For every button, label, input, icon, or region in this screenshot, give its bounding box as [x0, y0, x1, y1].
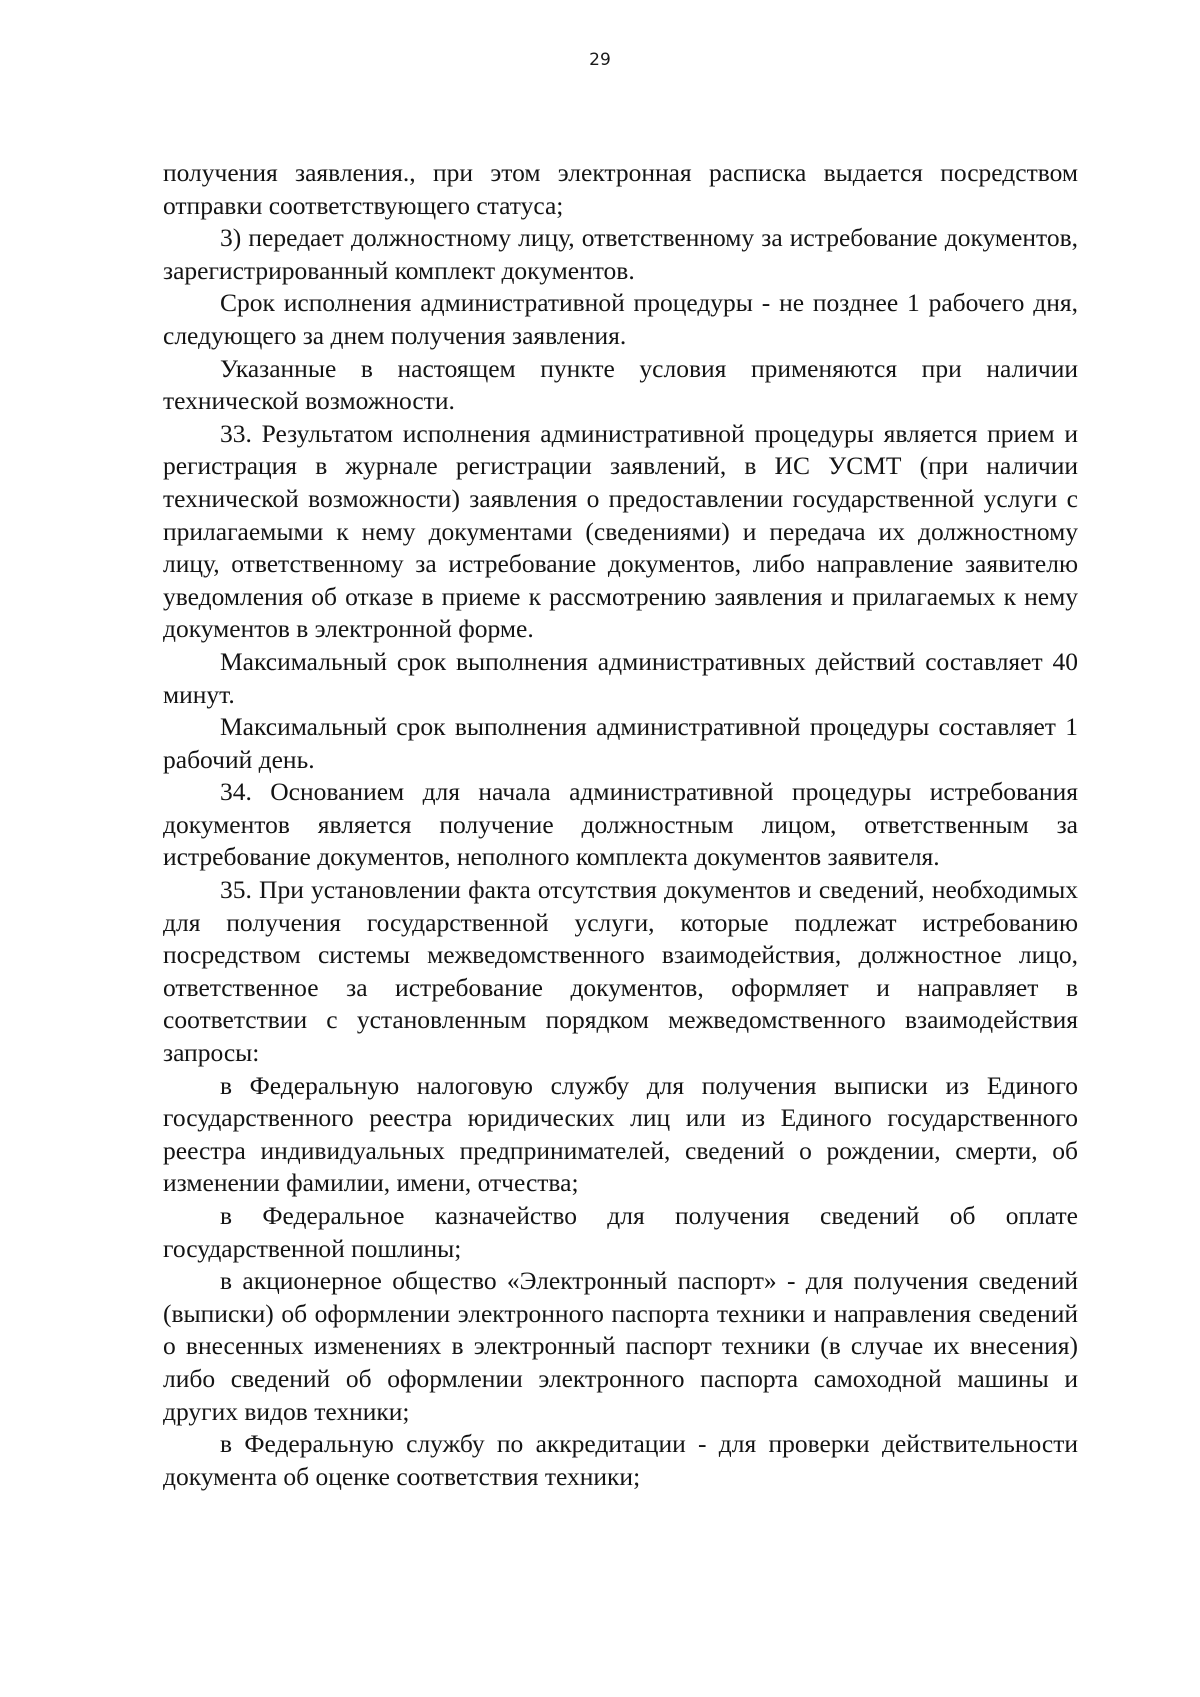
paragraph-deadline: Срок исполнения административной процедуры - не позднее 1 рабочего дня, следующего за днем получения заявления. — [163, 288, 1078, 350]
paragraph-clause-33: 33. Результатом исполнения административной процедуры является прием и регистрация в журнале регистрации заявлений, в ИС УСМТ (при наличии технической возможности) заявления о предоставлении государственной услуги с прилагаемыми к нему документами (сведениями) и передача их должностному лицу, ответственному за истребование документов, либо направление заявителю уведомления об отказе в приеме к рассмотрению заявления и прилагаемых к нему документов в электронной форме. — [163, 418, 1078, 644]
paragraph-technical-conditions: Указанные в настоящем пункте условия применяются при наличии технической возможности. — [163, 353, 1078, 416]
paragraph-accreditation: в Федеральную службу по аккредитации - для проверки действительности документа об оценке соответствия техники; — [163, 1429, 1078, 1491]
paragraph-treasury: в Федеральное казначейство для получения сведений об оплате государственной пошлины; — [163, 1201, 1078, 1263]
paragraph-tax-service: в Федеральную налоговую службу для получения выписки из Единого государственного реестра юридических лиц или из Единого государственного реестра индивидуальных предпринимателей, сведений о рождении, смерти, об изменении фамилии, имени, отчества; — [163, 1070, 1078, 1198]
paragraph-max-actions-time: Максимальный срок выполнения административных действий составляет 40 минут. — [163, 646, 1078, 709]
paragraph-electronic-passport: в акционерное общество «Электронный паспорт» - для получения сведений (выписки) об оформлении электронного паспорта техники и направления сведений о внесенных изменениях в электронный паспорт техники (в случае их внесения) либо сведений об оформлении электронного паспорта самоходной машины и других видов техники; — [163, 1266, 1078, 1426]
page-number: 29 — [589, 50, 611, 70]
paragraph-item-3: 3) передает должностному лицу, ответственному за истребование документов, зарегистрированный комплект документов. — [163, 223, 1078, 285]
document-body — [163, 157, 1078, 1493]
paragraph-continuation: получения заявления., при этом электронная расписка выдается посредством отправки соответствующего статуса; — [163, 158, 1078, 220]
paragraph-clause-34: 34. Основанием для начала административной процедуры истребования документов является получение должностным лицом, ответственным за истребование документов, неполного комплекта документов заявителя. — [163, 777, 1078, 872]
paragraph-max-procedure-time: Максимальный срок выполнения административной процедуры составляет 1 рабочий день. — [163, 712, 1078, 774]
paragraph-clause-35: 35. При установлении факта отсутствия документов и сведений, необходимых для получения государственной услуги, которые подлежат истребованию посредством системы межведомственного взаимодействия, должностное лицо, ответственное за истребование документов, оформляет и направляет в соответствии с установленным порядком межведомственного взаимодействия запросы: — [163, 875, 1078, 1068]
